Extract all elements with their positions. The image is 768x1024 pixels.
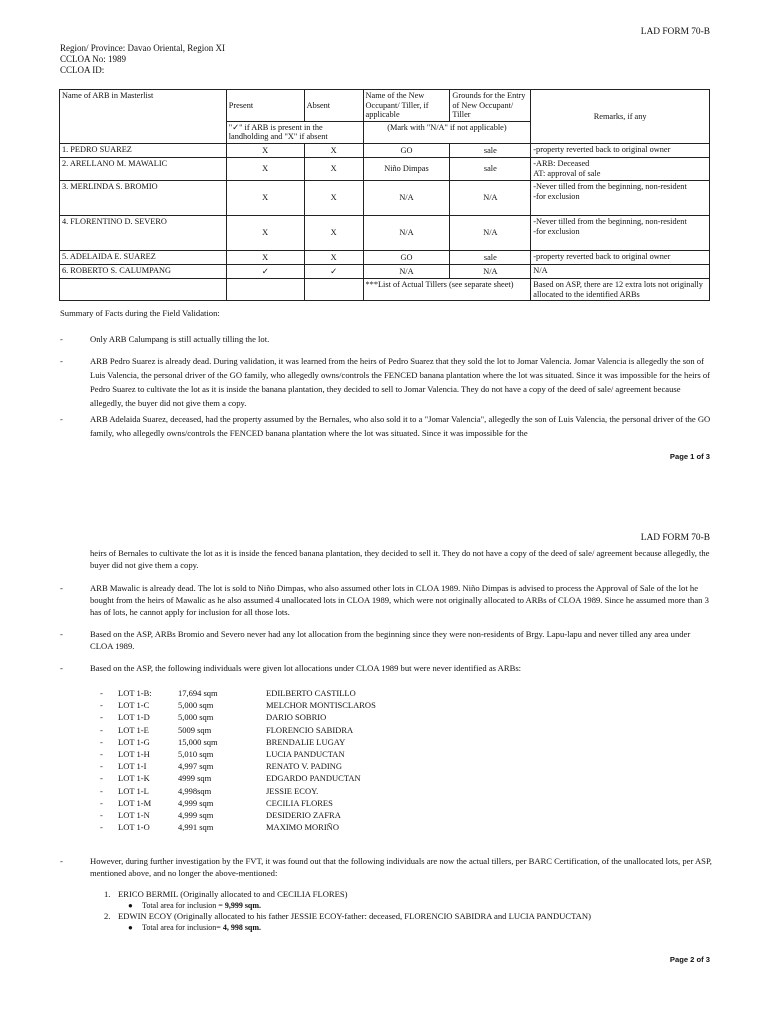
lot-row: - LOT 1-I 4,997 sqm RENATO V. PADING [100, 761, 342, 772]
col-header-new-occupant: Name of the New Occupant/ Tiller, if applicable [363, 90, 450, 122]
lot-area: 4999 sqm [178, 773, 212, 784]
present-cell: X [226, 143, 304, 157]
page-number: Page 2 of 3 [669, 955, 710, 964]
absent-cell: X [304, 215, 363, 250]
grounds-cell: sale [450, 250, 531, 264]
grounds-cell: sale [450, 157, 531, 180]
lot-area: 5,010 sqm [178, 748, 214, 759]
list-item: - Only ARB Calumpang is still actually tilling the lot. [60, 332, 712, 346]
continued-paragraph: heirs of Bernales to cultivate the lot as it is inside the fenced banana plantation, they decided to sell it. They do not have a copy of the deed of sale/ agreement because allegedly, the buyer did not give them a copy. [90, 548, 710, 570]
area-value: 9,999 sqm. [224, 901, 262, 910]
lot-row: - LOT 1-K 4999 sqm EDGARDO PANDUCTAN [100, 773, 361, 784]
lot-name: DESIDERIO ZAFRA [266, 809, 341, 820]
new-occupant-cell: N/A [363, 215, 450, 250]
actual-tillers-note: ***List of Actual Tillers (see separate sheet) [363, 278, 531, 300]
grounds-cell: N/A [450, 264, 531, 278]
list-item: - Based on the ASP, the following individuals were given lot allocations under CLOA 1989 but were never identified as ARBs: [60, 662, 712, 674]
lot-name: FLORENCIO SABIDRA [266, 724, 354, 735]
page-number: Page 1 of 3 [669, 452, 710, 461]
document-page-2 [0, 512, 768, 1024]
lot-id: LOT 1-L [118, 785, 149, 796]
new-occupant-cell: N/A [363, 264, 450, 278]
lot-row: - LOT 1-H 5,010 sqm LUCIA PANDUCTAN [100, 748, 345, 759]
lot-row: - LOT 1-N 4,999 sqm DESIDERIO ZAFRA [100, 809, 341, 820]
col-header-grounds: Grounds for the Entry of New Occupant/ Tiller [450, 90, 531, 122]
lot-name: LUCIA PANDUCTAN [266, 748, 345, 759]
lot-row: - LOT 1-E 5009 sqm FLORENCIO SABIDRA [100, 724, 354, 735]
remarks-cell: -property reverted back to original owner [531, 143, 710, 157]
lot-name: CECILIA FLORES [266, 797, 333, 808]
list-item: - ARB Mawalic is already dead. The lot is sold to Niño Dimpas, who also assumed other lots in CLOA 1989. Niño Dimpas is advised to process the Approval of Sale of the lot he bought from the heirs of Mawalic as he also assumed 4 unallocated lots in CLOA 1989, which were not originally allocated to ARBs of CLOA 1989. Since he assumed more than 3 has of lots, he cannot apply for inclusion for all those lots. [60, 582, 712, 618]
lot-name: MAXIMO MORIÑO [266, 822, 339, 833]
grounds-cell: N/A [450, 180, 531, 215]
arb-name-cell: 5. ADELAIDA E. SUAREZ [60, 250, 227, 264]
lot-id: LOT 1-E [118, 724, 149, 735]
document-header [60, 43, 225, 75]
table-footer-row [60, 278, 710, 300]
lot-id: LOT 1-I [118, 761, 147, 772]
table-row [60, 264, 710, 278]
table-row [60, 180, 710, 215]
lot-area: 5,000 sqm [178, 712, 214, 723]
present-cell: X [226, 180, 304, 215]
lot-id: LOT 1-B: [118, 688, 152, 698]
absent-cell: ✓ [304, 264, 363, 278]
lot-name: JESSIE ECOY. [266, 785, 319, 796]
col-header-remarks: Remarks, if any [531, 90, 710, 144]
table-row [60, 143, 710, 157]
lot-row: - LOT 1-M 4,999 sqm CECILIA FLORES [100, 797, 333, 808]
tiller-text: EDWIN ECOY (Originally allocated to his father JESSIE ECOY-father: deceased, FLORENCIO SABIDRA and LUCIA PANDUCTAN) [118, 911, 591, 921]
lot-area: 5009 sqm [178, 724, 212, 735]
lot-area: 4,999 sqm [178, 809, 214, 820]
table-header-row [60, 90, 710, 122]
form-code: LAD FORM 70-B [640, 27, 710, 37]
tiller-text: ERICO BERMIL (Originally allocated to and CECILIA FLORES) [118, 889, 348, 899]
new-occupant-cell: Niño Dimpas [363, 157, 450, 180]
lot-name: BRENDALIE LUGAY [266, 736, 346, 747]
remarks-cell: -Never tilled from the beginning, non-resident -for exclusion [531, 180, 710, 215]
area-label: Total area for inclusion = [142, 901, 225, 910]
list-item: - ARB Pedro Suarez is already dead. During validation, it was learned from the heirs of Pedro Suarez that they sold the lot to Jomar Valencia. Jomar Valencia is allegedly the son of Luis Valencia, the personal driver of the GO family, who allegedly owns/controls the FENCED banana plantation where the lot was situated. Since it was impossible for the heirs of Pedro Suarez to cultivate the lot as it is inside the banana plantation, they decided to sell to Jomar Valencia. They do not have a copy of the deed of sale/ agreement because allegedly, the buyer did not give them a copy. [60, 356, 711, 408]
arb-validation-table [59, 89, 710, 301]
lot-area: 15,000 sqm [178, 736, 218, 747]
list-item: - However, during further investigation by the FVT, it was found out that the following individuals are now the actual tillers, per BARC Certification, of the unallocated lots, per ASP, mentioned above, and no longer the above-mentioned: [60, 856, 712, 878]
remarks-cell: -Never tilled from the beginning, non-resident -for exclusion [531, 215, 710, 250]
lot-id: LOT 1-K [118, 773, 150, 784]
list-item: ● Total area for inclusion= 4, 998 sqm. [128, 923, 262, 932]
bullet-text: Only ARB Calumpang is still actually tilling the lot. [90, 334, 270, 344]
list-item: 2. EDWIN ECOY (Originally allocated to his father JESSIE ECOY-father: deceased, FLORENCIO SABIDRA and LUCIA PANDUCTAN) [104, 911, 591, 921]
lot-area: 17,694 sqm [178, 688, 218, 698]
form-code: LAD FORM 70-B [640, 533, 710, 543]
investigation-text: However, during further investigation by the FVT, it was found out that the following individuals are now the actual tillers, per BARC Certification, of the unallocated lots, per ASP, mentioned above, and no longer the above-mentioned: [90, 856, 712, 878]
present-cell: X [226, 215, 304, 250]
absent-cell: X [304, 157, 363, 180]
arb-name-cell: 3. MERLINDA S. BROMIO [60, 180, 227, 215]
new-occupant-cell: GO [363, 250, 450, 264]
list-item: ● Total area for inclusion = 9,999 sqm. [128, 901, 262, 910]
lot-allocation-list [100, 687, 376, 833]
new-occupant-cell: GO [363, 143, 450, 157]
lot-name: EDGARDO PANDUCTAN [266, 773, 361, 784]
lot-id: LOT 1-O [118, 822, 150, 833]
remarks-cell: N/A [531, 264, 710, 278]
col-header-absent: Absent [304, 90, 363, 122]
table-row [60, 215, 710, 250]
lot-row: - LOT 1-O 4,991 sqm MAXIMO MORIÑO [100, 822, 339, 833]
arb-name-cell: 4. FLORENTINO D. SEVERO [60, 215, 227, 250]
bullet-text: ARB Pedro Suarez is already dead. During validation, it was learned from the heirs of Pedro Suarez that they sold the lot to Jomar Valencia. Jomar Valencia is allegedly the son of Luis Valencia, the personal driver of the GO family, who allegedly owns/controls the FENCED banana plantation where the lot was situated. Since it was impossible for the heirs of Pedro Suarez to cultivate the lot as it is inside the banana plantation, they decided to sell to Jomar Valencia. They do not have a copy of the deed of sale/ agreement because allegedly, the buyer did not give them a copy. [90, 356, 711, 408]
absent-cell: X [304, 143, 363, 157]
na-note: (Mark with "N/A" if not applicable) [363, 121, 531, 143]
bullet-text: Based on the ASP, ARBs Bromio and Severo never had any lot allocation from the beginning since they were non-residents of Brgy. Lapu-lapu and never tilled any area under CLOA 1989. [90, 629, 691, 651]
present-absent-note: "✓" if ARB is present in the landholding and "X" if absent [226, 121, 363, 143]
bullet-text: ARB Adelaida Suarez, deceased, had the property assumed by the Bernales, who also sold it to a "Jomar Valencia", allegedly the son of Luis Valencia, the personal driver of the GO family, who allegedly owns/controls the FENCED banana plantation where the lot was situated. Since it was impossible for the [90, 414, 711, 438]
remarks-cell: -ARB: Deceased AT: approval of sale [531, 157, 710, 180]
new-occupant-cell: N/A [363, 180, 450, 215]
present-cell: X [226, 250, 304, 264]
lot-id: LOT 1-C [118, 700, 150, 711]
area-label: Total area for inclusion= [142, 923, 223, 932]
lot-row: - LOT 1-C 5,000 sqm MELCHOR MONTISCLAROS [100, 700, 376, 711]
remarks-cell: -property reverted back to original owner [531, 250, 710, 264]
lot-name: MELCHOR MONTISCLAROS [266, 700, 376, 711]
lot-area: 4,998sqm [178, 785, 212, 796]
grounds-cell: sale [450, 143, 531, 157]
list-item: - ARB Adelaida Suarez, deceased, had the property assumed by the Bernales, who also sold it to a "Jomar Valencia", allegedly the son of Luis Valencia, the personal driver of the GO family, who allegedly owns/controls the FENCED banana plantation where the lot was situated. Since it was impossible for the [60, 414, 711, 438]
bullet-text: Based on the ASP, the following individuals were given lot allocations under CLOA 1989 but were never identified as ARBs: [90, 663, 522, 673]
present-cell: ✓ [226, 264, 304, 278]
extra-lots-note: Based on ASP, there are 12 extra lots not originally allocated to the identified ARBs [531, 278, 710, 300]
lot-id: LOT 1-D [118, 712, 150, 723]
lot-id: LOT 1-N [118, 809, 150, 820]
table-row [60, 250, 710, 264]
arb-name-cell: 2. ARELLANO M. MAWALIC [60, 157, 227, 180]
ccloa-no-line: CCLOA No: 1989 [60, 53, 127, 64]
region-line: Region/ Province: Davao Oriental, Region XI [60, 43, 225, 53]
lot-id: LOT 1-M [118, 797, 152, 808]
lot-row: - LOT 1-B: 17,694 sqm EDILBERTO CASTILLO [100, 688, 356, 698]
lot-row: - LOT 1-D 5,000 sqm DARIO SOBRIO [100, 712, 327, 723]
ccloa-id-line: CCLOA ID: [60, 64, 105, 75]
bullet-text: ARB Mawalic is already dead. The lot is sold to Niño Dimpas, who also assumed other lots in CLOA 1989. Niño Dimpas is advised to process the Approval of Sale of the lot he bought from the heirs of Mawalic as he also assumed 4 unallocated lots in CLOA 1989, which were not originally allocated to ARBs of CLOA 1989. Since he assumed more than 3 has of lots, he cannot apply for inclusion for all those lots. [90, 583, 709, 617]
lot-name: EDILBERTO CASTILLO [266, 688, 356, 698]
lot-id: LOT 1-G [118, 736, 150, 747]
col-header-name: Name of ARB in Masterlist [60, 90, 227, 144]
list-item: - Based on the ASP, ARBs Bromio and Severo never had any lot allocation from the beginning since they were non-residents of Brgy. Lapu-lapu and never tilled any area under CLOA 1989. [60, 628, 712, 652]
present-cell: X [226, 157, 304, 180]
lot-area: 4,997 sqm [178, 761, 214, 772]
grounds-cell: N/A [450, 215, 531, 250]
lot-area: 4,999 sqm [178, 797, 214, 808]
lot-id: LOT 1-H [118, 748, 150, 759]
lot-name: RENATO V. PADING [266, 761, 342, 772]
area-value: 4, 998 sqm. [222, 923, 262, 932]
arb-name-cell: 1. PEDRO SUAREZ [60, 143, 227, 157]
absent-cell: X [304, 180, 363, 215]
lot-area: 5,000 sqm [178, 700, 214, 711]
lot-row: - LOT 1-G 15,000 sqm BRENDALIE LUGAY [100, 736, 346, 747]
arb-name-cell: 6. ROBERTO S. CALUMPANG [60, 264, 227, 278]
lot-area: 4,991 sqm [178, 822, 214, 833]
col-header-present: Present [226, 90, 304, 122]
table-row [60, 157, 710, 180]
summary-title: Summary of Facts during the Field Validation: [60, 308, 220, 318]
lot-name: DARIO SOBRIO [266, 712, 327, 723]
list-item: 1. ERICO BERMIL (Originally allocated to and CECILIA FLORES) [104, 889, 348, 899]
absent-cell: X [304, 250, 363, 264]
lot-row: - LOT 1-L 4,998sqm JESSIE ECOY. [100, 785, 319, 796]
actual-tillers-list [104, 889, 591, 933]
